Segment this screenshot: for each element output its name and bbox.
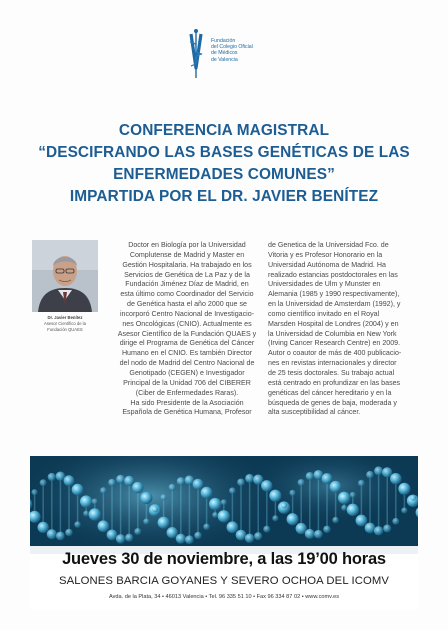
- caduceus-icon: [183, 28, 213, 82]
- bio-line: Autor o coautor de más de 400 publicacio-: [268, 349, 402, 358]
- bio-line: está centrado en profundizar en las bases: [268, 378, 401, 387]
- bio-line: (Ciber de Enfermedades Raras).: [135, 388, 239, 397]
- helix-bead: [398, 483, 410, 495]
- bio-line: de Genetica de la Universidad Fco. de: [268, 241, 389, 249]
- helix-bead: [383, 524, 391, 532]
- helix-bead: [305, 529, 315, 539]
- helix-bead: [72, 484, 84, 496]
- helix-bead: [374, 466, 383, 475]
- bio-line: Alemania (1985 y 1990 respectivamente),: [268, 290, 400, 299]
- photo-caption: [32, 315, 98, 334]
- bio-line: Universidad Autónoma de Madrid. Ha: [268, 260, 386, 269]
- helix-bead: [366, 471, 374, 479]
- dna-helix-illustration: [30, 456, 418, 554]
- helix-bead: [298, 479, 305, 486]
- helix-bead: [390, 473, 401, 484]
- helix-bead: [261, 480, 272, 491]
- helix-bead: [80, 495, 92, 507]
- bio-line: Servicios de Genética de La Paz y de la: [124, 270, 250, 279]
- helix-bead: [356, 515, 368, 527]
- helix-bead: [89, 508, 101, 520]
- helix-bead: [212, 512, 218, 518]
- event-venue: SALONES BARCIA GOYANES Y SEVERO OCHOA DEL ICOMV: [58, 575, 390, 587]
- title-line: IMPARTIDA POR EL DR. JAVIER BENÍTEZ: [69, 188, 379, 205]
- title-line: CONFERENCIA MAGISTRAL: [118, 122, 330, 139]
- helix-bead: [341, 505, 347, 511]
- helix-bead: [158, 517, 170, 529]
- helix-bead: [227, 521, 239, 533]
- helix-bead: [236, 530, 247, 541]
- helix-bead: [201, 487, 213, 499]
- helix-bead: [289, 490, 295, 496]
- helix-bead: [107, 529, 118, 540]
- bio-line: Universidades de Ulm y Munster en: [268, 280, 381, 289]
- helix-bead: [108, 479, 116, 487]
- helix-bead: [330, 481, 342, 493]
- bio-line: Asesor Científico de la Fundación QUAES y: [117, 329, 257, 338]
- helix-bead: [194, 532, 202, 540]
- caption-name: Dr. Javier Benítez: [47, 315, 83, 320]
- bio-line: Doctor en Biología por la Universidad: [128, 241, 246, 249]
- helix-bead: [323, 526, 331, 534]
- bio-line: dirige el Programa de Genética del Cáncer: [119, 339, 255, 348]
- helix-bead: [47, 529, 57, 539]
- bio-column-right: [268, 241, 413, 418]
- logo-line: de Médicos: [211, 50, 238, 57]
- helix-bead: [193, 479, 204, 490]
- helix-bead: [401, 507, 407, 513]
- helix-bead: [322, 473, 333, 484]
- helix-bead: [98, 520, 110, 532]
- bio-line: esta último como Coordinador del Servicio: [120, 290, 254, 299]
- helix-bead: [125, 534, 133, 542]
- helix-bead: [203, 523, 210, 530]
- helix-bead: [116, 475, 125, 484]
- bio-line: Complutense de Madrid y Master en: [129, 250, 245, 259]
- helix-bead: [392, 518, 399, 525]
- bio-column-left: [116, 241, 258, 418]
- bio-line: de 25 tesis doctorales. Su trabajo actual: [268, 368, 395, 377]
- bio-line: Principal de la Unidad 706 del CIBERER: [123, 378, 251, 387]
- helix-bead: [269, 490, 281, 502]
- helix-bead: [332, 517, 339, 524]
- bio-line: búsqueda de genes de baja, moderada y: [268, 398, 397, 407]
- helix-bead: [100, 487, 107, 494]
- helix-bead: [365, 523, 376, 534]
- bio-line: Española de Genética Humana, Profesor: [122, 408, 252, 417]
- helix-bead: [272, 515, 278, 521]
- event-address: Avda. de la Plata, 34 • 46013 Valencia • Tel. 96 335 51 10 • Fax 96 334 87 02 • www.comv.es: [108, 594, 340, 600]
- helix-bead: [347, 504, 359, 516]
- bio-line: (Irving Cancer Research Centre) en 2009.: [268, 339, 401, 348]
- event-date: Jueves 30 de noviembre, a las 19’00 horas: [62, 550, 386, 568]
- helix-bead: [169, 484, 176, 491]
- helix-bead: [134, 528, 141, 535]
- bio-line: del nodo de Madrid del Centro Nacional de: [119, 359, 255, 368]
- bio-line: Marsden Hospital de Londres (2004) y en: [268, 319, 399, 328]
- bio-line: nes Oncológicas (CNIO). Actualmente es: [122, 319, 252, 328]
- helix-bead: [218, 510, 230, 522]
- logo-line: del Colegio Oficial: [211, 44, 253, 51]
- helix-bead: [83, 511, 89, 517]
- helix-bead: [254, 532, 262, 540]
- helix-bead: [143, 518, 149, 524]
- dna-banner-image: [30, 456, 418, 554]
- foundation-logo: [183, 28, 273, 82]
- helix-bead: [64, 475, 75, 486]
- title-line: ENFERMEDADES COMUNES”: [113, 166, 335, 183]
- helix-bead: [287, 513, 299, 525]
- helix-bead: [116, 534, 126, 544]
- caption-role-line: Asesor Científico de la: [44, 321, 86, 327]
- helix-bead: [237, 478, 245, 486]
- bio-line: de Genética hasta el año 2000 que se: [127, 300, 247, 309]
- bio-line: en la Universidad de Amsterdam (1992), y: [268, 300, 401, 309]
- event-info: [30, 546, 418, 610]
- speaker-photo: [32, 240, 98, 312]
- bio-line: Genotipado (CEGEN) e Investigador: [129, 368, 245, 377]
- logo-line: de Valencia: [211, 56, 238, 63]
- bio-line: Fundación Jiménez Díaz de Madrid, en: [125, 280, 249, 289]
- helix-bead: [140, 492, 152, 504]
- helix-bead: [176, 534, 186, 544]
- title-line: “DESCIFRANDO LAS BASES GENÉTICAS DE LAS: [38, 144, 410, 161]
- bio-line: Gestión Hospitalaria. Ha trabajado en los: [122, 260, 252, 269]
- helix-bead: [338, 492, 350, 504]
- caption-role-line: Fundación QUAES: [47, 327, 83, 333]
- helix-bead: [31, 489, 37, 495]
- helix-bead: [314, 530, 323, 539]
- bio-line: alta susceptibilidad al cáncer.: [268, 408, 361, 417]
- helix-bead: [229, 487, 236, 494]
- helix-bead: [245, 474, 254, 483]
- bio-line: incorporó Centro Nacional de Investigacio-: [119, 309, 255, 318]
- helix-bead: [245, 534, 254, 543]
- bio-line: genéticas del cáncer hereditario y en la: [268, 388, 392, 397]
- helix-bead: [160, 494, 166, 500]
- helix-bead: [152, 506, 158, 512]
- helix-bead: [350, 492, 356, 498]
- bio-line: Vitoria y es Profesor Honorario en la: [268, 250, 383, 259]
- helix-bead: [92, 498, 98, 504]
- bio-line: Ha sido Presidente de la Asociación: [130, 398, 244, 407]
- helix-bead: [124, 476, 134, 486]
- helix-bead: [132, 482, 143, 493]
- logo-text: [211, 38, 273, 63]
- helix-bead: [38, 522, 49, 533]
- helix-bead: [185, 535, 194, 544]
- helix-bead: [358, 480, 365, 487]
- bio-line: realizado estancias postdoctorales en las: [268, 270, 398, 279]
- helix-bead: [65, 529, 73, 537]
- helix-bead: [48, 473, 56, 481]
- bio-line: nes en revistas internacionales y director: [268, 359, 397, 368]
- helix-bead: [74, 521, 81, 528]
- helix-bead: [374, 526, 383, 535]
- bio-line: como científico invitado en el Royal: [268, 309, 380, 318]
- helix-bead: [56, 532, 65, 541]
- bio-line: Humano en el CNIO. Es también Director: [121, 349, 253, 358]
- helix-bead: [263, 526, 270, 533]
- helix-bead: [281, 503, 287, 509]
- helix-bead: [209, 498, 221, 510]
- conference-title: [20, 120, 428, 208]
- helix-bead: [410, 495, 416, 501]
- helix-bead: [40, 479, 47, 486]
- logo-line: Fundación: [211, 38, 236, 44]
- helix-bead: [177, 477, 185, 485]
- bio-line: la Universidad de Columbia en New York: [268, 329, 397, 338]
- helix-bead: [221, 499, 227, 505]
- helix-bead: [306, 472, 314, 480]
- helix-bead: [167, 527, 178, 538]
